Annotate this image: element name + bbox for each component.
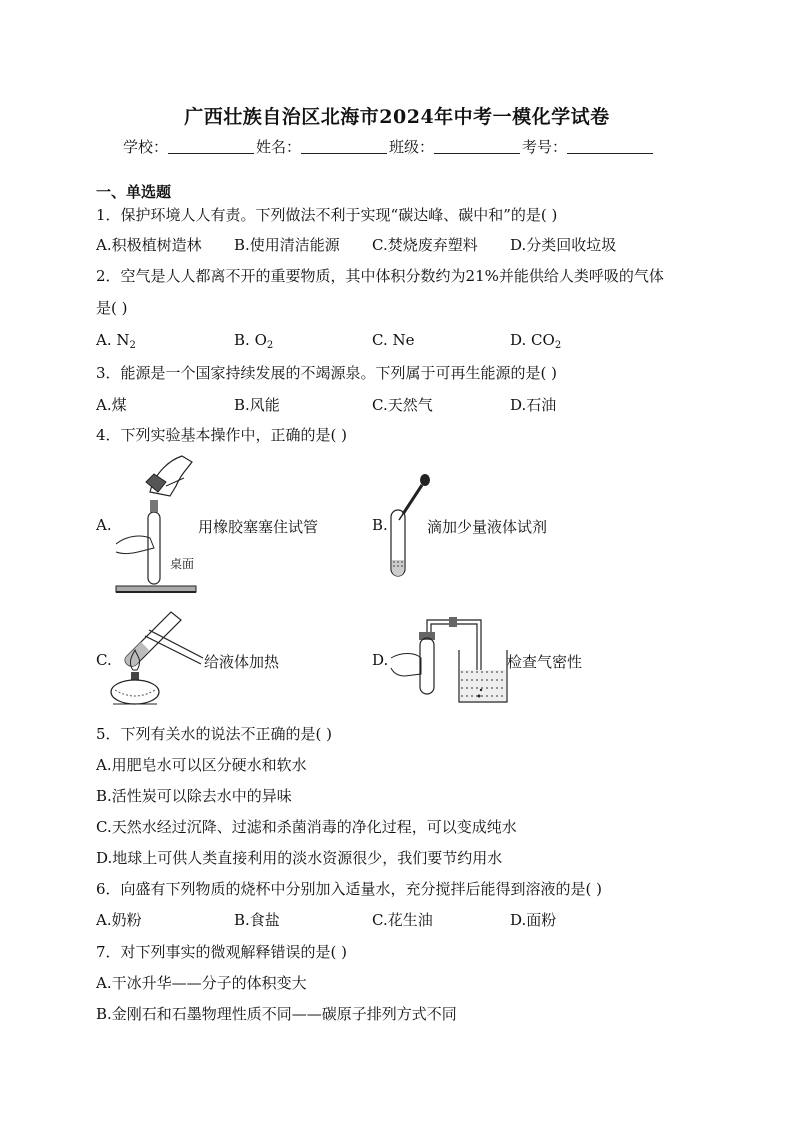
q6-option-a: A.奶粉 [96,911,142,929]
figure-b-letter: B. [372,516,388,534]
figure-c-caption: 给液体加热 [204,653,280,671]
q5-option-d: D.地球上可供人类直接利用的淡水资源很少，我们要节约用水 [96,849,503,867]
name-label: 姓名： [256,138,302,156]
figure-a-desk-label: 桌面 [170,557,195,571]
figure-d-caption: 检查气密性 [507,653,583,671]
section-heading: 一、单选题 [96,183,172,201]
q6-option-c: C.花生油 [372,911,433,929]
q7-option-b: B.金刚石和石墨物理性质不同——碳原子排列方式不同 [96,1005,457,1023]
class-blank[interactable] [434,139,520,154]
q3-option-d: D.石油 [510,396,557,414]
q1-option-d: D.分类回收垃圾 [510,236,617,254]
q5-option-a: A.用肥皂水可以区分硬水和软水 [96,756,307,774]
class-label: 班级： [389,138,435,156]
school-label: 学校： [123,138,169,156]
q5-option-c: C.天然水经过沉降、过滤和杀菌消毒的净化过程，可以变成纯水 [96,818,517,836]
q3-option-a: A.煤 [96,396,127,414]
figure-a-stopper-test-tube [110,452,200,602]
question-2-line1: 2．空气是人人都离不开的重要物质，其中体积分数约为21%并能供给人类呼吸的气体 [96,267,664,285]
question-7: 7．对下列事实的微观解释错误的是( ) [96,943,348,961]
figure-c-heating-liquid [105,606,205,708]
q1-option-c: C.焚烧废弃塑料 [372,236,478,254]
figure-d-letter: D. [372,651,389,669]
q2-option-a: A. $N_2$ [96,331,136,351]
q1-option-a: A.积极植树造林 [96,236,202,254]
exam-number-blank[interactable] [567,139,653,154]
exam-title: 广西壮族自治区北海市2024年中考一模化学试卷 [184,106,610,128]
question-4: 4．下列实验基本操作中，正确的是( ) [96,426,348,444]
figure-d-airtightness-check [385,612,515,706]
q3-option-c: C.天然气 [372,396,433,414]
question-5: 5．下列有关水的说法不正确的是( ) [96,725,333,743]
q5-option-b: B.活性炭可以除去水中的异味 [96,787,292,805]
question-6: 6．向盛有下列物质的烧杯中分别加入适量水，充分搅拌后能得到溶液的是( ) [96,880,603,898]
name-blank[interactable] [301,139,387,154]
question-1: 1．保护环境人人有责。下列做法不利于实现“碳达峰、碳中和”的是( ) [96,206,558,224]
q6-option-b: B.食盐 [234,911,280,929]
q7-option-a: A.干冰升华——分子的体积变大 [96,974,307,992]
q1-option-b: B.使用清洁能源 [234,236,340,254]
exam-number-label: 考号： [522,138,568,156]
question-3: 3．能源是一个国家持续发展的不竭源泉。下列属于可再生能源的是( ) [96,364,558,382]
figure-c-letter: C. [96,651,112,669]
q2-option-d: D. $CO_2$ [510,331,562,351]
q2-option-b: B. $O_2$ [234,331,274,351]
school-blank[interactable] [168,139,254,154]
figure-a-letter: A. [96,516,112,534]
q6-option-d: D.面粉 [510,911,557,929]
figure-a-caption: 用橡胶塞塞住试管 [198,518,319,536]
q3-option-b: B.风能 [234,396,280,414]
q2-option-c: C. Ne [372,331,415,349]
question-2-line2: 是( ) [96,299,128,317]
student-info-line [123,136,655,157]
figure-b-caption: 滴加少量液体试剂 [427,518,548,536]
